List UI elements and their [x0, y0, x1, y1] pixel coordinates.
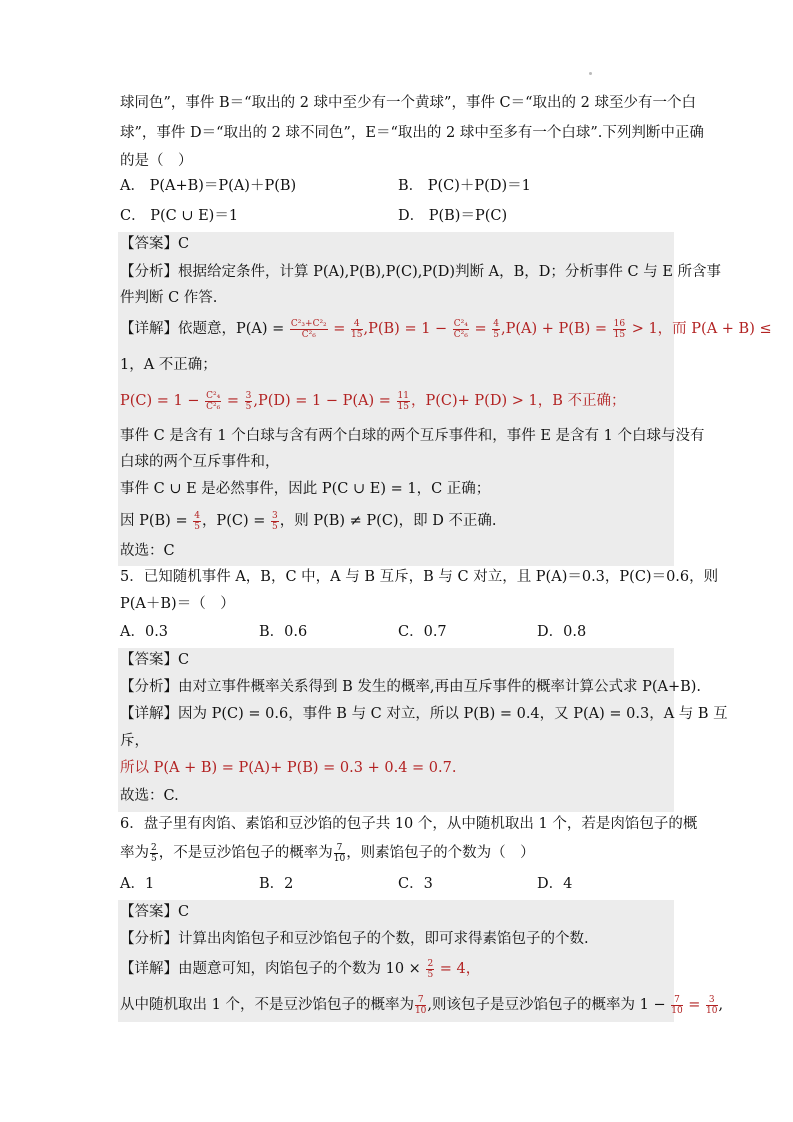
q4-detail-line-1: [120, 318, 772, 340]
q6-detail-line-1: [120, 958, 480, 980]
q6-detail-line-2: [120, 994, 723, 1016]
q4-detail-line-4: 事件 C 是含有 1 个白球与含有两个白球的两个互斥事件和，事件 E 是含有 1 个白球与没有: [120, 428, 705, 444]
q6-line-1: 6．盘子里有肉馅、素馅和豆沙馅的包子共 10 个，从中随机取出 1 个，若是肉馅包子的概: [120, 816, 698, 832]
fraction-denominator: 5: [245, 401, 252, 412]
fraction-denominator: 5: [194, 521, 200, 532]
fraction-numerator: 7: [415, 995, 426, 1006]
fraction: [334, 843, 345, 864]
fraction-numerator: 4: [493, 318, 500, 329]
q4-option-b: B． P(C)＋P(D)＝1: [398, 178, 531, 194]
text: ，则素馅包子的个数为（ ）: [346, 845, 535, 861]
fraction-numerator: 2: [151, 842, 157, 853]
text: ,则该包子是豆沙馅包子的概率为 1 −: [427, 997, 671, 1013]
fraction-numerator: C²₄: [453, 318, 468, 329]
fraction-denominator: 15: [613, 329, 626, 340]
q5-option-c: C．0.7: [398, 624, 447, 640]
fraction-denominator: 15: [351, 329, 363, 340]
fraction: [351, 319, 362, 340]
fraction-denominator: 5: [427, 969, 434, 980]
fraction: [271, 511, 279, 532]
fraction-numerator: C²₃+C²₂: [290, 318, 327, 329]
fraction-numerator: 3: [271, 510, 278, 521]
equals: =: [683, 997, 706, 1013]
text: 从中随机取出 1 个，不是豆沙馅包子的概率为: [120, 997, 414, 1013]
fraction: [415, 995, 426, 1016]
fraction-denominator: 5: [271, 521, 278, 532]
q4-detail-line-6: 事件 C ∪ E 是必然事件，因此 P(C ∪ E) = 1，C 正确；: [120, 481, 491, 497]
equals: =: [469, 321, 492, 337]
text: 率为: [120, 845, 149, 861]
fraction-denominator: 5: [151, 853, 157, 864]
q6-option-d: D．4: [537, 876, 573, 892]
fraction-numerator: 3: [245, 390, 252, 401]
q5-solution-block: [118, 648, 674, 812]
fraction: [397, 391, 410, 412]
fraction-denominator: C²₆: [206, 401, 221, 412]
q4-option-c: C． P(C ∪ E)＝1: [120, 208, 239, 224]
text: ,: [718, 997, 724, 1013]
fraction-numerator: 7: [671, 995, 682, 1006]
fraction: [453, 319, 469, 340]
q5-detail-line-2: 斥，: [120, 733, 149, 749]
math-text: ，P(C)+ P(D) > 1，B 不正确；: [411, 393, 626, 409]
fraction-denominator: 10: [414, 1005, 427, 1016]
math-text: ，则 P(B) ≠ P(C)，即 D 不正确.: [279, 513, 497, 529]
q5-option-d: D．0.8: [537, 624, 587, 640]
math-text: ,P(B) = 1 −: [363, 321, 452, 337]
text: 【详解】由题意可知，肉馅包子的个数为 10 ×: [120, 961, 426, 977]
fraction-denominator: 5: [493, 329, 500, 340]
fraction-denominator: 15: [397, 401, 409, 412]
fraction-numerator: 4: [194, 510, 200, 521]
math-text: ,P(A) + P(B) =: [501, 321, 612, 337]
fraction: [290, 319, 328, 340]
q4-choose: 故选：C: [120, 543, 175, 559]
fraction: [671, 995, 682, 1016]
fraction: [613, 319, 626, 340]
q4-line-1: 球同色”，事件 B＝“取出的 2 球中至少有一个黄球”，事件 C＝“取出的 2 球至少有一个白: [120, 95, 697, 111]
q5-detail-line-1: 【详解】因为 P(C) = 0.6，事件 B 与 C 对立，所以 P(B) = 0.4，又 P(A) = 0.3，A 与 B 互: [120, 706, 728, 722]
q4-detail-line-3: [120, 390, 625, 412]
q5-answer: 【答案】C: [120, 652, 190, 668]
fraction: [193, 511, 201, 532]
q5-analysis: 【分析】由对立事件概率关系得到 B 发生的概率,再由互斥事件的概率计算公式求 P(A+B).: [120, 679, 702, 695]
fraction-numerator: 2: [427, 958, 434, 969]
fraction-numerator: 16: [613, 318, 626, 329]
fraction: [492, 319, 500, 340]
q6-option-a: A．1: [120, 876, 155, 892]
q5-option-b: B．0.6: [259, 624, 308, 640]
q4-analysis-line-2: 件判断 C 作答.: [120, 290, 218, 306]
fraction-numerator: 11: [397, 390, 409, 401]
q6-line-2: [120, 842, 535, 864]
fraction-denominator: C²₆: [301, 329, 316, 340]
math-text: = 4，: [435, 961, 481, 977]
q4-detail-line-7: [120, 510, 497, 532]
q4-analysis-line-1: 【分析】根据给定条件，计算 P(A),P(B),P(C),P(D)判断 A，B，D；分析事件 C 与 E 所含事: [120, 264, 722, 280]
equals: =: [222, 393, 244, 409]
q4-detail-line-2: 1，A 不正确；: [120, 357, 217, 373]
equals: =: [328, 321, 351, 337]
fraction-numerator: 3: [706, 995, 717, 1006]
q6-answer: 【答案】C: [120, 904, 190, 920]
q4-line-2: 球”，事件 D＝“取出的 2 球不同色”，E＝“取出的 2 球中至多有一个白球”.下列判断中正确: [120, 125, 704, 141]
text: ，不是豆沙馅包子的概率为: [158, 845, 333, 861]
q5-detail-line-3: 所以 P(A + B) = P(A)+ P(B) = 0.3 + 0.4 = 0.7.: [120, 760, 457, 776]
fraction-numerator: 4: [351, 319, 362, 330]
math-text: ，P(C) =: [201, 513, 270, 529]
q6-option-c: C．3: [398, 876, 433, 892]
q5-option-a: A．0.3: [120, 624, 169, 640]
q6-analysis: 【分析】计算出肉馅包子和豆沙馅包子的个数，即可求得素馅包子的个数.: [120, 931, 589, 947]
q4-option-d: D． P(B)＝P(C): [398, 208, 508, 224]
q5-line-1: 5．已知随机事件 A，B，C 中，A 与 B 互斥，B 与 C 对立，且 P(A)＝0.3，P(C)＝0.6，则: [120, 569, 719, 585]
math-text: P(C) = 1 −: [120, 393, 205, 409]
math-text: > 1，而 P(A + B) ≤: [627, 321, 772, 337]
fraction: [150, 843, 158, 864]
q4-line-3: 的是（ ）: [120, 153, 193, 169]
fraction-denominator: 10: [706, 1005, 718, 1016]
q4-answer: 【答案】C: [120, 236, 190, 252]
fraction-denominator: C²₆: [453, 329, 468, 340]
fraction: [426, 959, 434, 980]
fraction-numerator: 7: [334, 843, 345, 854]
q4-detail-prefix: 【详解】依题意，P(A) =: [120, 321, 289, 337]
math-text: ,P(D) = 1 − P(A) =: [253, 393, 396, 409]
q5-choose: 故选：C.: [120, 788, 179, 804]
fraction: [706, 995, 717, 1016]
q5-line-2: P(A＋B)＝（ ）: [120, 596, 235, 612]
math-text: 因 P(B) =: [120, 513, 193, 529]
scan-dot: [589, 72, 592, 75]
fraction-denominator: 10: [333, 853, 346, 864]
fraction: [245, 391, 253, 412]
fraction: [205, 391, 221, 412]
q4-option-a: A． P(A+B)＝P(A)＋P(B): [120, 178, 297, 194]
q6-option-b: B．2: [259, 876, 294, 892]
fraction-denominator: 10: [671, 1005, 683, 1016]
fraction-numerator: C²₄: [206, 390, 221, 401]
q4-detail-line-5: 白球的两个互斥事件和，: [120, 454, 280, 470]
